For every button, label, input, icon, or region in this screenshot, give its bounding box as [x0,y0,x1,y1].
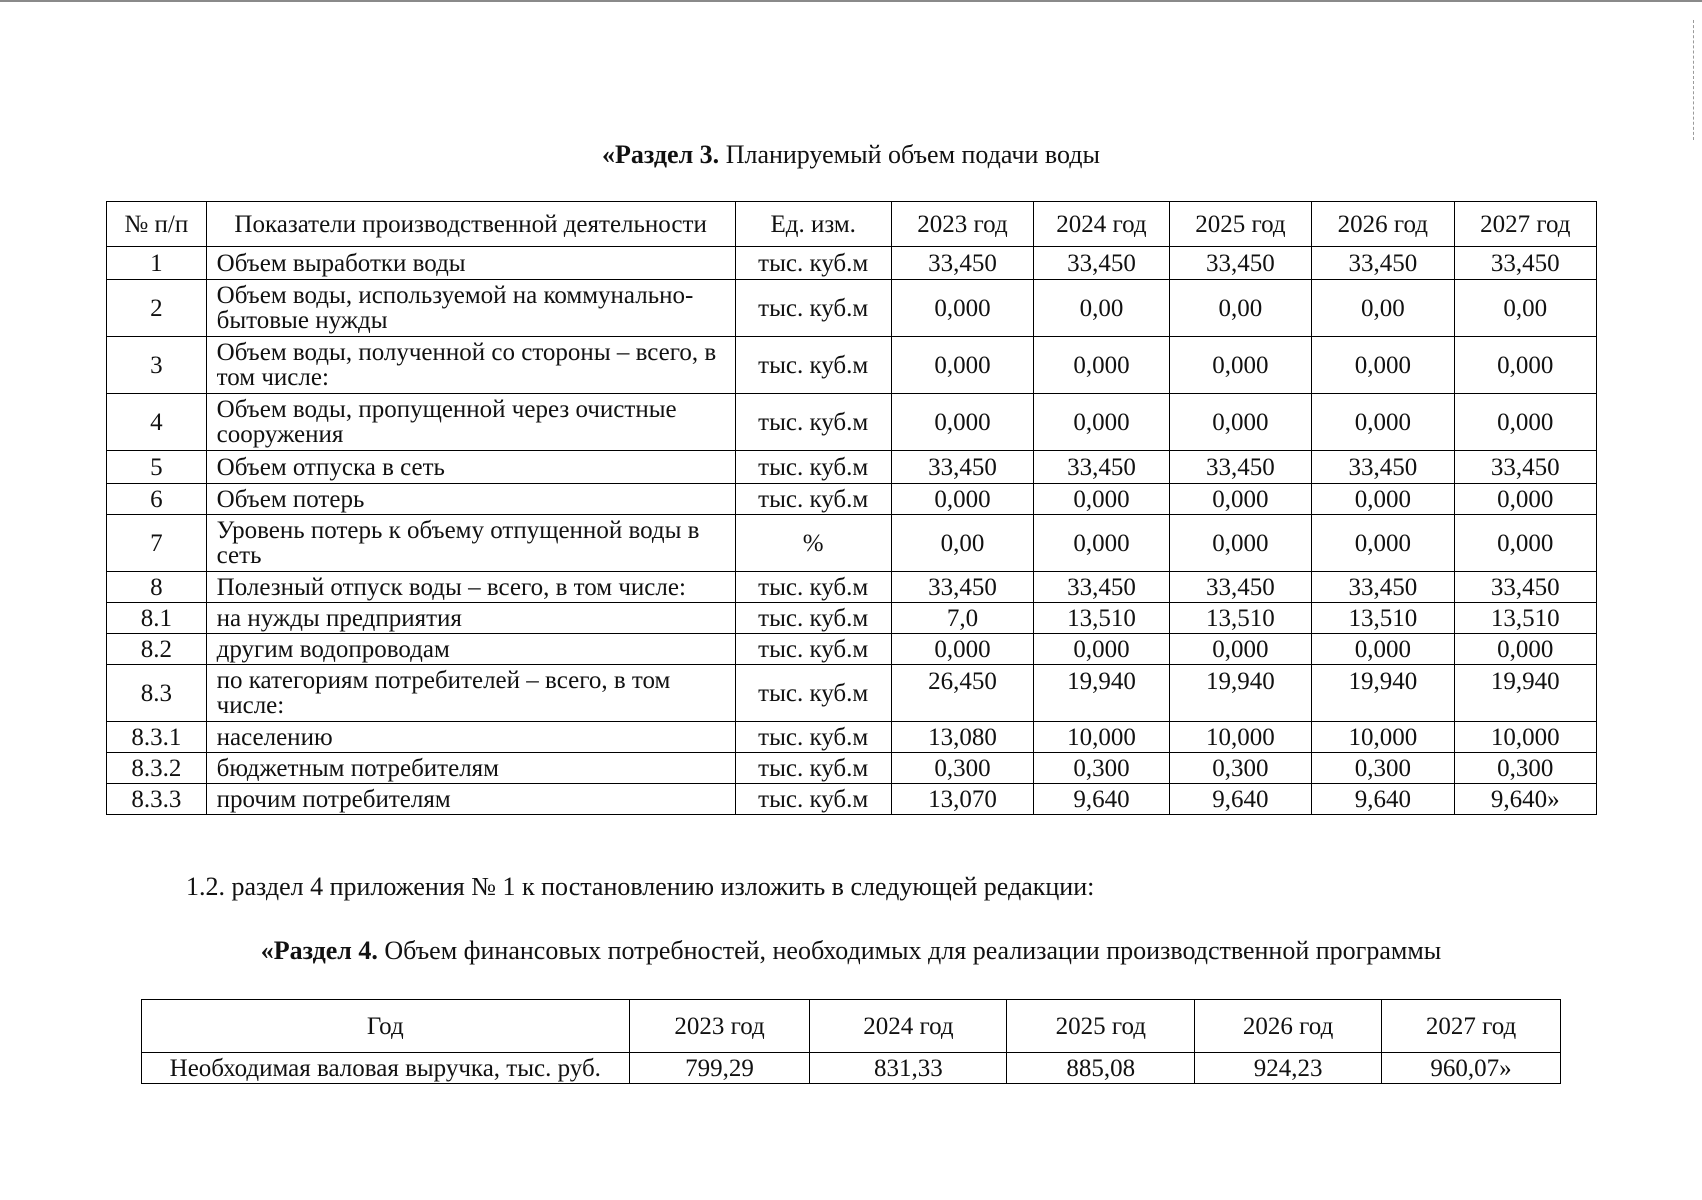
table-row [107,337,1597,394]
value-cell: 0,000 [891,634,1033,665]
value-cell: 13,510 [1169,603,1311,634]
value-cell: 26,450 [891,665,1033,722]
value-cell: 0,000 [1034,394,1169,451]
value-cell: 19,940 [1169,665,1311,722]
value-cell: 0,00 [1034,280,1169,337]
row-number: 8 [107,572,207,603]
value-cell: 10,000 [1034,722,1169,753]
section-3-title [0,140,1702,170]
unit-cell: % [735,515,891,572]
table-row [107,484,1597,515]
scan-top-edge [0,0,1702,2]
value-cell: 0,300 [891,753,1033,784]
value-cell: 0,000 [1312,394,1454,451]
amendment-paragraph: 1.2. раздел 4 приложения № 1 к постановлению изложить в следующей редакции: [186,872,1095,901]
value-cell: 885,08 [1007,1053,1195,1084]
value-cell: 33,450 [891,451,1033,484]
value-cell: 0,000 [891,337,1033,394]
value-cell: 33,450 [1034,572,1169,603]
value-cell: 0,000 [1169,394,1311,451]
value-cell: 33,450 [1312,451,1454,484]
indicator-name: прочим потребителям [206,784,735,815]
table-row [107,603,1597,634]
row-number: 6 [107,484,207,515]
value-cell: 0,00 [1312,280,1454,337]
unit-cell: тыс. куб.м [735,634,891,665]
indicator-name: Объем воды, используемой на коммунально-бытовые нужды [206,280,735,337]
scan-margin-marks [1693,20,1696,140]
value-cell: 0,300 [1169,753,1311,784]
row-number: 1 [107,247,207,280]
value-cell: 0,000 [1312,515,1454,572]
value-cell: 0,000 [1454,515,1596,572]
value-cell: 0,000 [1034,484,1169,515]
unit-cell: тыс. куб.м [735,572,891,603]
value-cell: 0,000 [1169,484,1311,515]
value-cell: 33,450 [1312,247,1454,280]
value-cell: 0,000 [1454,634,1596,665]
table-header-row [107,202,1597,247]
value-cell: 831,33 [810,1053,1007,1084]
table-row [107,247,1597,280]
value-cell: 0,000 [1169,515,1311,572]
indicator-name: Полезный отпуск воды – всего, в том числе: [206,572,735,603]
value-cell: 0,300 [1034,753,1169,784]
row-number: 8.3 [107,665,207,722]
value-cell: 0,000 [891,280,1033,337]
value-cell: 33,450 [1034,247,1169,280]
indicator-name: на нужды предприятия [206,603,735,634]
unit-cell: тыс. куб.м [735,665,891,722]
table-row [107,722,1597,753]
water-supply-table [106,201,1597,815]
value-cell: 33,450 [1454,247,1596,280]
value-cell: 9,640 [1169,784,1311,815]
unit-cell: тыс. куб.м [735,451,891,484]
header-cell: 2027 год [1454,202,1596,247]
table-row [107,784,1597,815]
value-cell: 33,450 [891,247,1033,280]
value-cell: 0,00 [1169,280,1311,337]
value-cell: 13,070 [891,784,1033,815]
unit-cell: тыс. куб.м [735,247,891,280]
table-row [107,515,1597,572]
header-cell: № п/п [107,202,207,247]
value-cell: 0,000 [1034,337,1169,394]
table-row [107,394,1597,451]
header-cell: 2027 год [1382,1000,1561,1053]
value-cell: 13,080 [891,722,1033,753]
unit-cell: тыс. куб.м [735,484,891,515]
value-cell: 19,940 [1312,665,1454,722]
value-cell: 33,450 [1169,247,1311,280]
indicator-name: Объем воды, пропущенной через очистные сооружения [206,394,735,451]
table-row [107,665,1597,722]
row-number: 8.3.3 [107,784,207,815]
value-cell: 10,000 [1169,722,1311,753]
value-cell: 0,000 [891,484,1033,515]
row-number: 3 [107,337,207,394]
value-cell: 0,00 [1454,280,1596,337]
value-cell: 0,300 [1312,753,1454,784]
section-4-title-bold: «Раздел 4. [260,936,378,965]
value-cell: 0,000 [1454,394,1596,451]
value-cell: 0,000 [891,394,1033,451]
indicator-name: другим водопроводам [206,634,735,665]
value-cell: 33,450 [1454,572,1596,603]
indicator-name: Уровень потерь к объему отпущенной воды в сеть [206,515,735,572]
value-cell: 9,640» [1454,784,1596,815]
table-header-row [142,1000,1561,1053]
value-cell: 0,000 [1454,484,1596,515]
indicator-name: Объем отпуска в сеть [206,451,735,484]
indicator-name: Объем воды, полученной со стороны – всего, в том числе: [206,337,735,394]
value-cell: 0,00 [891,515,1033,572]
header-cell: 2025 год [1007,1000,1195,1053]
value-cell: 33,450 [1312,572,1454,603]
value-cell: 924,23 [1195,1053,1382,1084]
indicator-name: по категориям потребителей – всего, в том числе: [206,665,735,722]
table-row [107,280,1597,337]
indicator-name: Объем выработки воды [206,247,735,280]
unit-cell: тыс. куб.м [735,784,891,815]
unit-cell: тыс. куб.м [735,753,891,784]
table-row [107,634,1597,665]
value-cell: 960,07» [1382,1053,1561,1084]
value-cell: 0,000 [1034,634,1169,665]
section-4-title [0,936,1702,966]
unit-cell: тыс. куб.м [735,394,891,451]
row-number: 4 [107,394,207,451]
indicator-name: Объем потерь [206,484,735,515]
header-cell: Показатели производственной деятельности [206,202,735,247]
value-cell: 0,000 [1034,515,1169,572]
unit-cell: тыс. куб.м [735,337,891,394]
table-row [107,451,1597,484]
header-cell: 2026 год [1312,202,1454,247]
header-cell: 2024 год [1034,202,1169,247]
value-cell: 33,450 [1169,451,1311,484]
row-number: 5 [107,451,207,484]
value-cell: 7,0 [891,603,1033,634]
header-cell: 2025 год [1169,202,1311,247]
value-cell: 0,000 [1169,337,1311,394]
section-4-title-text: Объем финансовых потребностей, необходимых для реализации производственной программы [377,936,1442,965]
value-cell: 0,000 [1312,337,1454,394]
unit-cell: тыс. куб.м [735,722,891,753]
value-cell: 799,29 [629,1053,810,1084]
value-cell: 9,640 [1034,784,1169,815]
value-cell: 10,000 [1454,722,1596,753]
value-cell: 0,000 [1169,634,1311,665]
header-cell: Ед. изм. [735,202,891,247]
value-cell: 0,300 [1454,753,1596,784]
value-cell: 0,000 [1312,634,1454,665]
header-cell: Год [142,1000,630,1053]
header-cell: 2023 год [629,1000,810,1053]
indicator-name: населению [206,722,735,753]
header-cell: 2023 год [891,202,1033,247]
value-cell: 0,000 [1312,484,1454,515]
row-number: 8.3.1 [107,722,207,753]
value-cell: 0,000 [1454,337,1596,394]
value-cell: 13,510 [1312,603,1454,634]
header-cell: 2026 год [1195,1000,1382,1053]
indicator-name: бюджетным потребителям [206,753,735,784]
value-cell: 10,000 [1312,722,1454,753]
section-3-title-bold: «Раздел 3. [602,140,720,169]
unit-cell: тыс. куб.м [735,603,891,634]
value-cell: 9,640 [1312,784,1454,815]
header-cell: 2024 год [810,1000,1007,1053]
value-cell: 19,940 [1034,665,1169,722]
row-number: 2 [107,280,207,337]
table-row [142,1053,1561,1084]
table-row [107,572,1597,603]
value-cell: 33,450 [891,572,1033,603]
value-cell: 13,510 [1034,603,1169,634]
value-cell: 13,510 [1454,603,1596,634]
value-cell: 33,450 [1034,451,1169,484]
table-row [107,753,1597,784]
row-number: 8.3.2 [107,753,207,784]
section-3-title-text: Планируемый объем подачи воды [719,140,1100,169]
row-number: 8.2 [107,634,207,665]
row-label: Необходимая валовая выручка, тыс. руб. [142,1053,630,1084]
financial-needs-table [141,999,1561,1084]
value-cell: 33,450 [1169,572,1311,603]
value-cell: 19,940 [1454,665,1596,722]
row-number: 7 [107,515,207,572]
value-cell: 33,450 [1454,451,1596,484]
row-number: 8.1 [107,603,207,634]
unit-cell: тыс. куб.м [735,280,891,337]
